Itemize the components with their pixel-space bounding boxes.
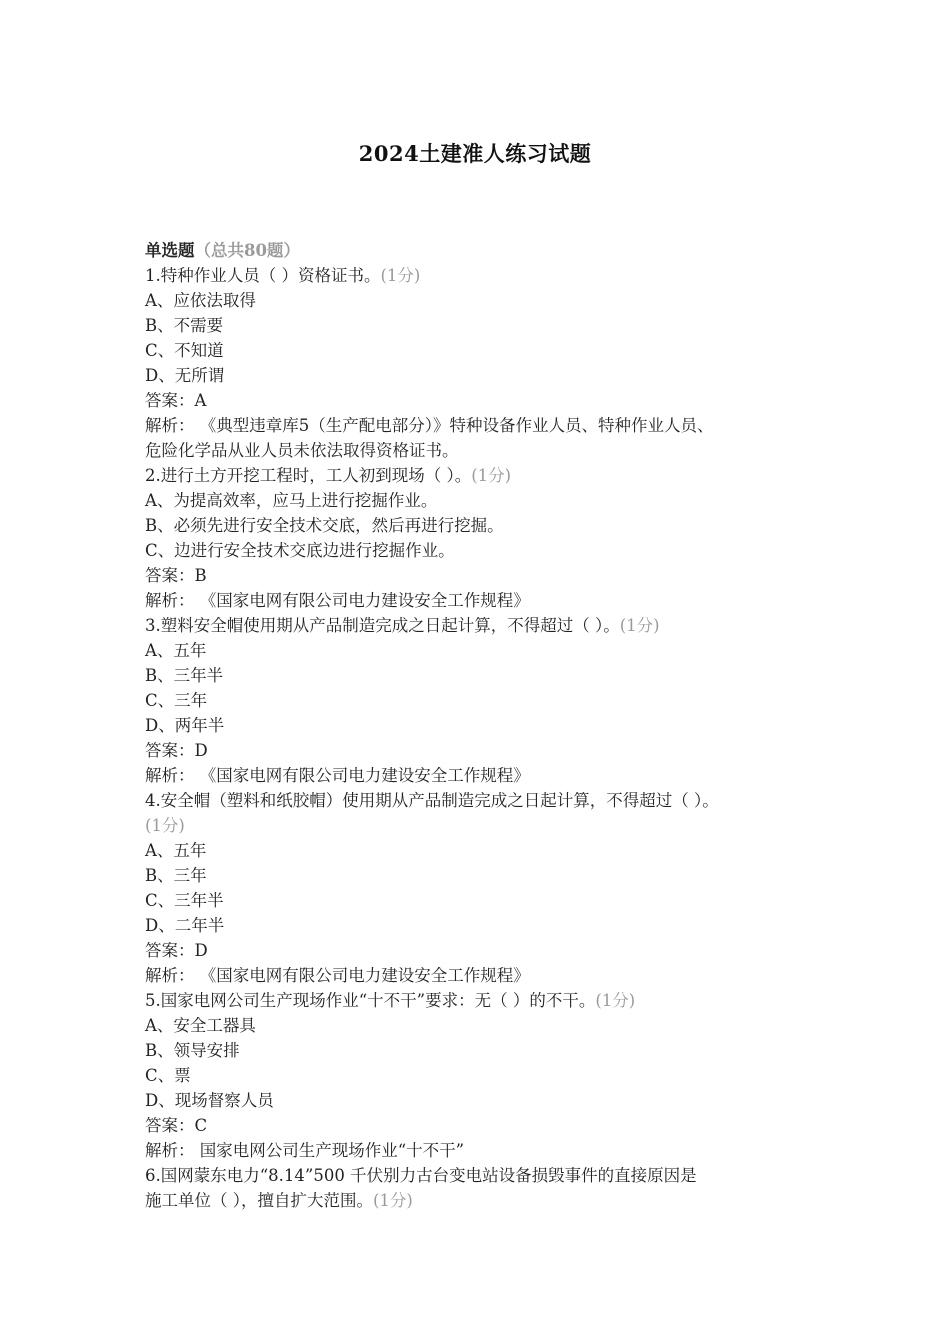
option-a: A、五年 [145, 841, 207, 860]
question-score: (1分) [380, 266, 421, 285]
option-c: C、三年 [145, 691, 208, 710]
option-b: B、三年 [145, 866, 207, 885]
analysis: 解析： 《国家电网有限公司电力建设安全工作规程》 [145, 591, 530, 610]
option-c: C、三年半 [145, 891, 224, 910]
question-6-continued [145, 1188, 825, 1213]
question-score: (1分) [471, 466, 512, 485]
answer: 答案：A [145, 391, 207, 410]
question-text: 5.国家电网公司生产现场作业“十不干”要求：无（ ）的不干。 [145, 991, 596, 1010]
document-title: 2024土建准人练习试题 [358, 141, 592, 166]
question-1 [145, 263, 825, 288]
section-label: 单选题 [145, 241, 195, 260]
answer: 答案：D [145, 941, 208, 960]
question-6: 6.国网蒙东电力“8.14”500 千伏别力古台变电站设备损毁事件的直接原因是 [145, 1166, 697, 1185]
question-4: 4.安全帽（塑料和纸胶帽）使用期从产品制造完成之日起计算，不得超过（ ）。 [145, 791, 719, 810]
analysis: 解析： 《国家电网有限公司电力建设安全工作规程》 [145, 966, 530, 985]
option-b: B、必须先进行安全技术交底，然后再进行挖掘。 [145, 516, 504, 535]
question-text: 2.进行土方开挖工程时，工人初到现场（ ）。 [145, 466, 472, 485]
answer: 答案：B [145, 566, 207, 585]
question-text: 1.特种作业人员（ ）资格证书。 [145, 266, 381, 285]
option-d: D、二年半 [145, 916, 225, 935]
answer: 答案：C [145, 1116, 208, 1135]
option-b: B、领导安排 [145, 1041, 240, 1060]
option-a: A、为提高效率，应马上进行挖掘作业。 [145, 491, 438, 510]
question-5 [145, 988, 825, 1013]
analysis: 解析： 国家电网公司生产现场作业“十不干” [145, 1141, 465, 1160]
question-score: (1分) [619, 616, 660, 635]
question-score: (1分) [373, 1191, 413, 1210]
analysis: 解析： 《典型违章库5（生产配电部分）》特种设备作业人员、特种作业人员、 [145, 416, 714, 435]
option-d: D、现场督察人员 [145, 1091, 274, 1110]
option-a: A、应依法取得 [145, 291, 256, 310]
option-a: A、五年 [145, 641, 207, 660]
option-c: C、票 [145, 1066, 191, 1085]
question-list [145, 238, 825, 1213]
question-text: 施工单位（ ），擅自扩大范围。 [145, 1191, 373, 1210]
option-b: B、三年半 [145, 666, 224, 685]
section-heading [145, 238, 825, 263]
option-d: D、无所谓 [145, 366, 225, 385]
question-3 [145, 613, 825, 638]
question-score: (1分) [595, 991, 636, 1010]
option-b: B、不需要 [145, 316, 224, 335]
analysis-continued: 危险化学品从业人员未依法取得资格证书。 [145, 441, 459, 460]
option-c: C、不知道 [145, 341, 224, 360]
option-a: A、安全工器具 [145, 1016, 256, 1035]
analysis: 解析： 《国家电网有限公司电力建设安全工作规程》 [145, 766, 530, 785]
option-d: D、两年半 [145, 716, 225, 735]
section-note: （总共80题） [194, 241, 300, 260]
answer: 答案：D [145, 741, 208, 760]
question-score: (1分) [145, 816, 185, 835]
question-2 [145, 463, 825, 488]
question-text: 3.塑料安全帽使用期从产品制造完成之日起计算，不得超过（ ）。 [145, 616, 620, 635]
option-c: C、边进行安全技术交底边进行挖掘作业。 [145, 541, 455, 560]
